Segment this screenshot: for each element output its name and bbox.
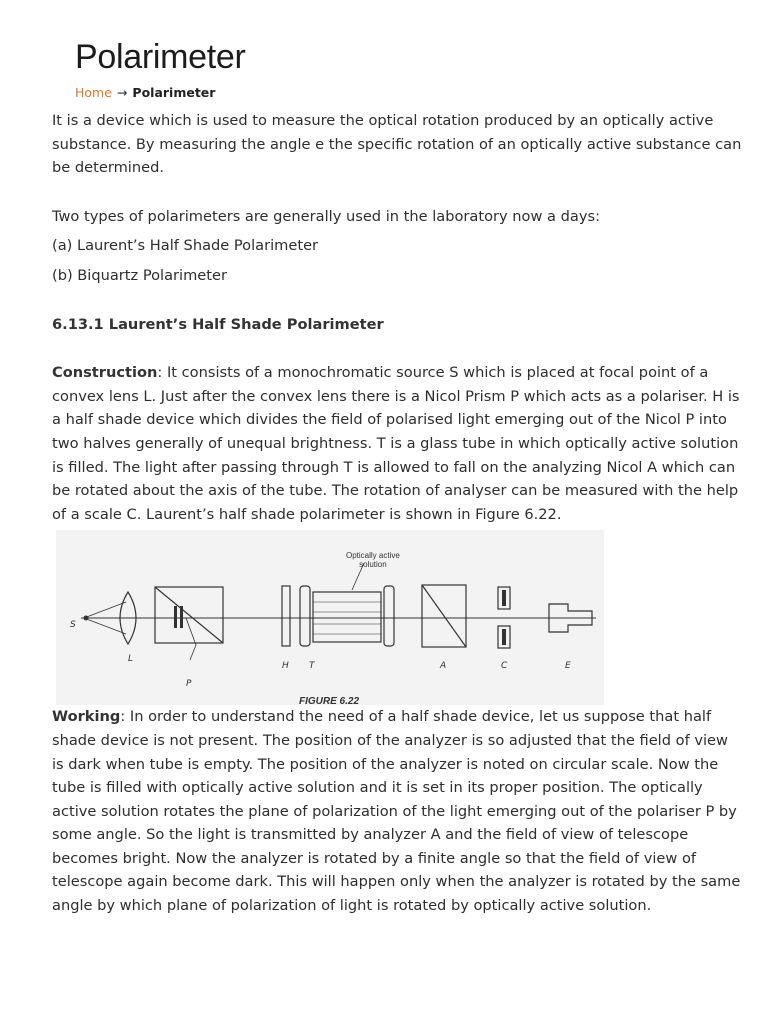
type-item-biquartz: (b) Biquartz Polarimeter xyxy=(52,266,227,284)
half-shade-mark-2 xyxy=(180,606,183,628)
polarimeter-figure xyxy=(56,530,604,708)
glass-tube-t xyxy=(313,592,381,642)
label-e: E xyxy=(565,661,571,672)
tube-end-left xyxy=(300,586,310,646)
scale-mark-1 xyxy=(502,590,506,606)
label-a: A xyxy=(440,661,447,672)
working-text: : In order to understand the need of a half shade device, let us suppose that half shade device is not present. The position of the analyzer is so adjusted that the field of view is dark when tube is empty. The position of the analyzer is noted on circular scale. Now the tube is filled with optically active solution and it is set in its proper position. The optically active solution rotates the plane of polarization of the light emerging out of the polariser P by some angle. So the light is transmitted by analyzer A and the field of view of telescope becomes bright. Now the analyzer is rotated by a finite angle so that the field of view of telescope again become dark. This will happen only when the analyzer is rotated by the same angle by which plane of polarization of light is rotated by optically active solution. xyxy=(52,708,741,915)
construction-text: : It consists of a monochromatic source S which is placed at focal point of a convex lens L. Just after the convex lens there is a Nicol Prism P which acts as a polariser. H is a half shade device which divides the field of polarised light emerging out of the Nicol P into two halves generally of unequal brightness. T is a glass tube in which optically active solution is filled. The light after passing through T is allowed to fall on the analyzing Nicol A which can be rotated about the axis of the tube. The rotation of analyser can be measured with the help of a scale C. Laurent’s half shade polarimeter is shown in Figure 6.22. xyxy=(52,364,740,523)
label-h: H xyxy=(282,661,289,672)
solution-label: Optically active solution xyxy=(346,551,400,570)
construction-label: Construction xyxy=(52,364,158,382)
working-paragraph xyxy=(52,705,742,917)
section-heading: 6.13.1 Laurent’s Half Shade Polarimeter xyxy=(52,315,384,333)
label-l: L xyxy=(128,654,134,665)
ray-out xyxy=(186,618,196,645)
breadcrumb-arrow-icon: → xyxy=(116,85,128,100)
analyzer-diagonal xyxy=(422,585,466,647)
label-p: P xyxy=(186,679,192,690)
type-item-laurent: (a) Laurent’s Half Shade Polarimeter xyxy=(52,237,319,255)
label-t: T xyxy=(309,661,315,672)
half-shade-mark-1 xyxy=(174,606,177,628)
source-s-point xyxy=(84,616,89,621)
scale-mark-2 xyxy=(502,629,506,645)
tube-end-right xyxy=(384,586,394,646)
polarimeter-diagram xyxy=(56,530,604,705)
page-title: Polarimeter xyxy=(75,38,246,76)
breadcrumb-home-link[interactable]: Home xyxy=(75,85,112,100)
label-c: C xyxy=(501,661,508,672)
breadcrumb-current: Polarimeter xyxy=(132,85,216,100)
nicol-prism-diagonal xyxy=(155,587,223,643)
figure-caption: FIGURE 6.22 xyxy=(299,696,360,708)
breadcrumb xyxy=(75,85,215,100)
article-body xyxy=(52,109,742,918)
types-intro-paragraph: Two types of polarimeters are generally used in the laboratory now a days: xyxy=(52,207,600,225)
definition-paragraph: It is a device which is used to measure the optical rotation produced by an optically active substance. By measuring the angle e the specific rotation of an optically active substance can be determined. xyxy=(52,112,742,177)
half-shade-h xyxy=(282,586,290,646)
working-label: Working xyxy=(52,708,121,726)
label-s: S xyxy=(70,620,76,631)
extraordinary-ray xyxy=(190,645,196,660)
construction-paragraph xyxy=(52,361,742,526)
